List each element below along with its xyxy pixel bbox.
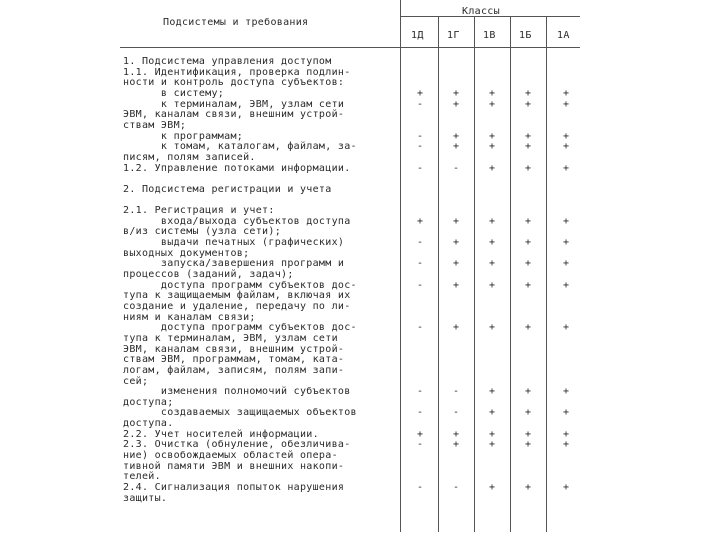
- class-mark: +: [452, 428, 460, 440]
- class-mark: -: [416, 258, 424, 270]
- class-mark: +: [488, 322, 496, 334]
- class-header-5: 1А: [557, 30, 570, 41]
- class-mark: +: [488, 237, 496, 249]
- class-mark: +: [488, 141, 496, 153]
- class-mark: -: [452, 162, 460, 174]
- requirement-text: ствам ЭВМ, программам, томам, ката-: [123, 354, 345, 366]
- class-mark: +: [562, 88, 570, 99]
- class-mark: +: [562, 141, 570, 153]
- class-mark: -: [416, 407, 424, 419]
- requirement-text: защиты.: [123, 492, 168, 504]
- requirement-text: писям, полям записей.: [123, 151, 256, 163]
- requirement-text: сей;: [123, 375, 149, 387]
- requirement-text: 2.2. Учет носителей информации.: [123, 428, 319, 440]
- requirement-text: ниям и каналам связи;: [123, 311, 256, 323]
- class-mark: -: [416, 439, 424, 451]
- class-mark: +: [524, 279, 532, 291]
- class-mark: +: [488, 439, 496, 451]
- class-header-1: 1Д: [411, 30, 424, 41]
- class-mark: +: [488, 428, 496, 440]
- class-mark: +: [452, 98, 460, 110]
- class-mark: -: [416, 98, 424, 110]
- classes-header-rule: [400, 16, 580, 17]
- class-mark: -: [416, 386, 424, 398]
- requirement-text: в/из системы (узла сети);: [123, 226, 282, 238]
- class-mark: +: [488, 258, 496, 270]
- class-mark: +: [562, 428, 570, 440]
- class-mark: +: [562, 215, 570, 227]
- requirement-text: доступа программ субъектов дос-: [123, 322, 357, 334]
- class-mark: +: [562, 482, 570, 493]
- requirement-text: 2.1. Регистрация и учет:: [123, 205, 275, 217]
- class-mark: +: [562, 407, 570, 419]
- class-mark: +: [452, 322, 460, 334]
- requirement-text: тивной памяти ЭВМ и внешних накопи-: [123, 460, 345, 472]
- class-mark: +: [488, 162, 496, 174]
- class-mark: +: [488, 98, 496, 110]
- requirement-text: к терминалам, ЭВМ, узлам сети: [123, 98, 345, 110]
- requirement-text: выходных документов;: [123, 247, 250, 259]
- class-mark: +: [488, 215, 496, 227]
- class-mark: +: [524, 439, 532, 451]
- classes-label: Классы: [462, 6, 500, 17]
- class-mark: -: [416, 482, 424, 493]
- requirement-text: ние) освобождаемых областей опера-: [123, 450, 338, 462]
- class-mark: +: [452, 130, 460, 142]
- header-bottom-rule: [120, 47, 580, 48]
- class-mark: +: [524, 98, 532, 110]
- class-mark: +: [524, 215, 532, 227]
- class-mark: +: [488, 386, 496, 398]
- class-mark: -: [416, 237, 424, 249]
- class-mark: +: [416, 88, 424, 99]
- class-mark: +: [452, 215, 460, 227]
- class-mark: +: [452, 258, 460, 270]
- class-mark: +: [562, 258, 570, 270]
- class-mark: +: [524, 386, 532, 398]
- class-mark: -: [452, 407, 460, 419]
- table-title: Подсистемы и требования: [163, 17, 309, 28]
- class-mark: -: [416, 130, 424, 142]
- class-mark: +: [452, 439, 460, 451]
- column-divider: [510, 16, 511, 532]
- requirement-text: 2.4. Сигнализация попыток нарушения: [123, 482, 345, 493]
- class-mark: +: [524, 130, 532, 142]
- class-mark: -: [416, 279, 424, 291]
- class-mark: -: [452, 386, 460, 398]
- class-header-3: 1В: [483, 30, 496, 41]
- class-mark: +: [562, 130, 570, 142]
- class-mark: -: [416, 141, 424, 153]
- class-mark: +: [524, 141, 532, 153]
- class-mark: +: [416, 428, 424, 440]
- column-divider: [546, 16, 547, 532]
- class-header-2: 1Г: [447, 30, 460, 41]
- requirement-text: 2.3. Очистка (обнуление, обезличива-: [123, 439, 351, 451]
- class-mark: +: [562, 98, 570, 110]
- class-mark: +: [562, 439, 570, 451]
- requirement-text: 2. Подсистема регистрации и учета: [123, 183, 332, 195]
- requirement-text: логам, файлам, записям, полям запи-: [123, 364, 345, 376]
- requirement-text: доступа программ субъектов дос-: [123, 279, 357, 291]
- class-mark: -: [452, 482, 460, 493]
- requirement-text: 1.1. Идентификация, проверка подлин-: [123, 66, 351, 78]
- requirement-text: создание и удаление, передачу по ли-: [123, 301, 351, 312]
- class-mark: +: [524, 162, 532, 174]
- class-mark: +: [524, 237, 532, 249]
- class-mark: +: [488, 482, 496, 493]
- class-mark: -: [416, 162, 424, 174]
- requirement-text: выдачи печатных (графических): [123, 237, 345, 249]
- requirement-text: процессов (заданий, задач);: [123, 269, 294, 280]
- class-mark: +: [562, 279, 570, 291]
- class-mark: +: [488, 88, 496, 99]
- requirement-text: телей.: [123, 471, 161, 483]
- requirement-text: тупа к терминалам, ЭВМ, узлам сети: [123, 332, 338, 344]
- requirement-text: к томам, каталогам, файлам, за-: [123, 141, 357, 153]
- requirement-text: ЭВМ, каналам связи, внешним устрой-: [123, 109, 345, 121]
- column-divider: [474, 16, 475, 532]
- class-mark: +: [416, 215, 424, 227]
- class-mark: +: [452, 88, 460, 99]
- class-mark: +: [524, 482, 532, 493]
- requirement-text: в систему;: [123, 88, 225, 99]
- requirement-text: ЭВМ, каналам связи, внешним устрой-: [123, 343, 345, 355]
- class-mark: +: [562, 237, 570, 249]
- requirement-text: доступа.: [123, 418, 174, 430]
- class-mark: +: [488, 279, 496, 291]
- class-mark: +: [452, 141, 460, 153]
- requirement-text: доступа;: [123, 396, 174, 408]
- class-mark: +: [488, 130, 496, 142]
- class-mark: -: [416, 322, 424, 334]
- requirement-text: изменения полномочий субъектов: [123, 386, 351, 398]
- class-mark: +: [488, 407, 496, 419]
- column-divider: [438, 16, 439, 532]
- class-mark: +: [562, 322, 570, 334]
- class-mark: +: [452, 279, 460, 291]
- requirement-text: ности и контроль доступа субъектов:: [123, 77, 345, 89]
- class-mark: +: [524, 88, 532, 99]
- requirement-text: создаваемых защищаемых объектов: [123, 407, 357, 419]
- requirement-text: запуска/завершения программ и: [123, 258, 345, 270]
- requirement-text: тупа к защищаемым файлам, включая их: [123, 290, 351, 302]
- class-mark: +: [524, 322, 532, 334]
- requirement-text: 1.2. Управление потоками информации.: [123, 162, 351, 174]
- class-mark: +: [524, 428, 532, 440]
- class-mark: +: [562, 386, 570, 398]
- requirement-text: 1. Подсистема управления доступом: [123, 56, 332, 67]
- class-mark: +: [452, 237, 460, 249]
- requirement-text: к программам;: [123, 130, 244, 142]
- requirement-text: входа/выхода субъектов доступа: [123, 215, 351, 227]
- column-divider: [400, 0, 401, 532]
- class-header-4: 1Б: [519, 30, 532, 41]
- class-mark: +: [524, 407, 532, 419]
- class-mark: +: [524, 258, 532, 270]
- requirement-text: ствам ЭВМ;: [123, 119, 187, 131]
- class-mark: +: [562, 162, 570, 174]
